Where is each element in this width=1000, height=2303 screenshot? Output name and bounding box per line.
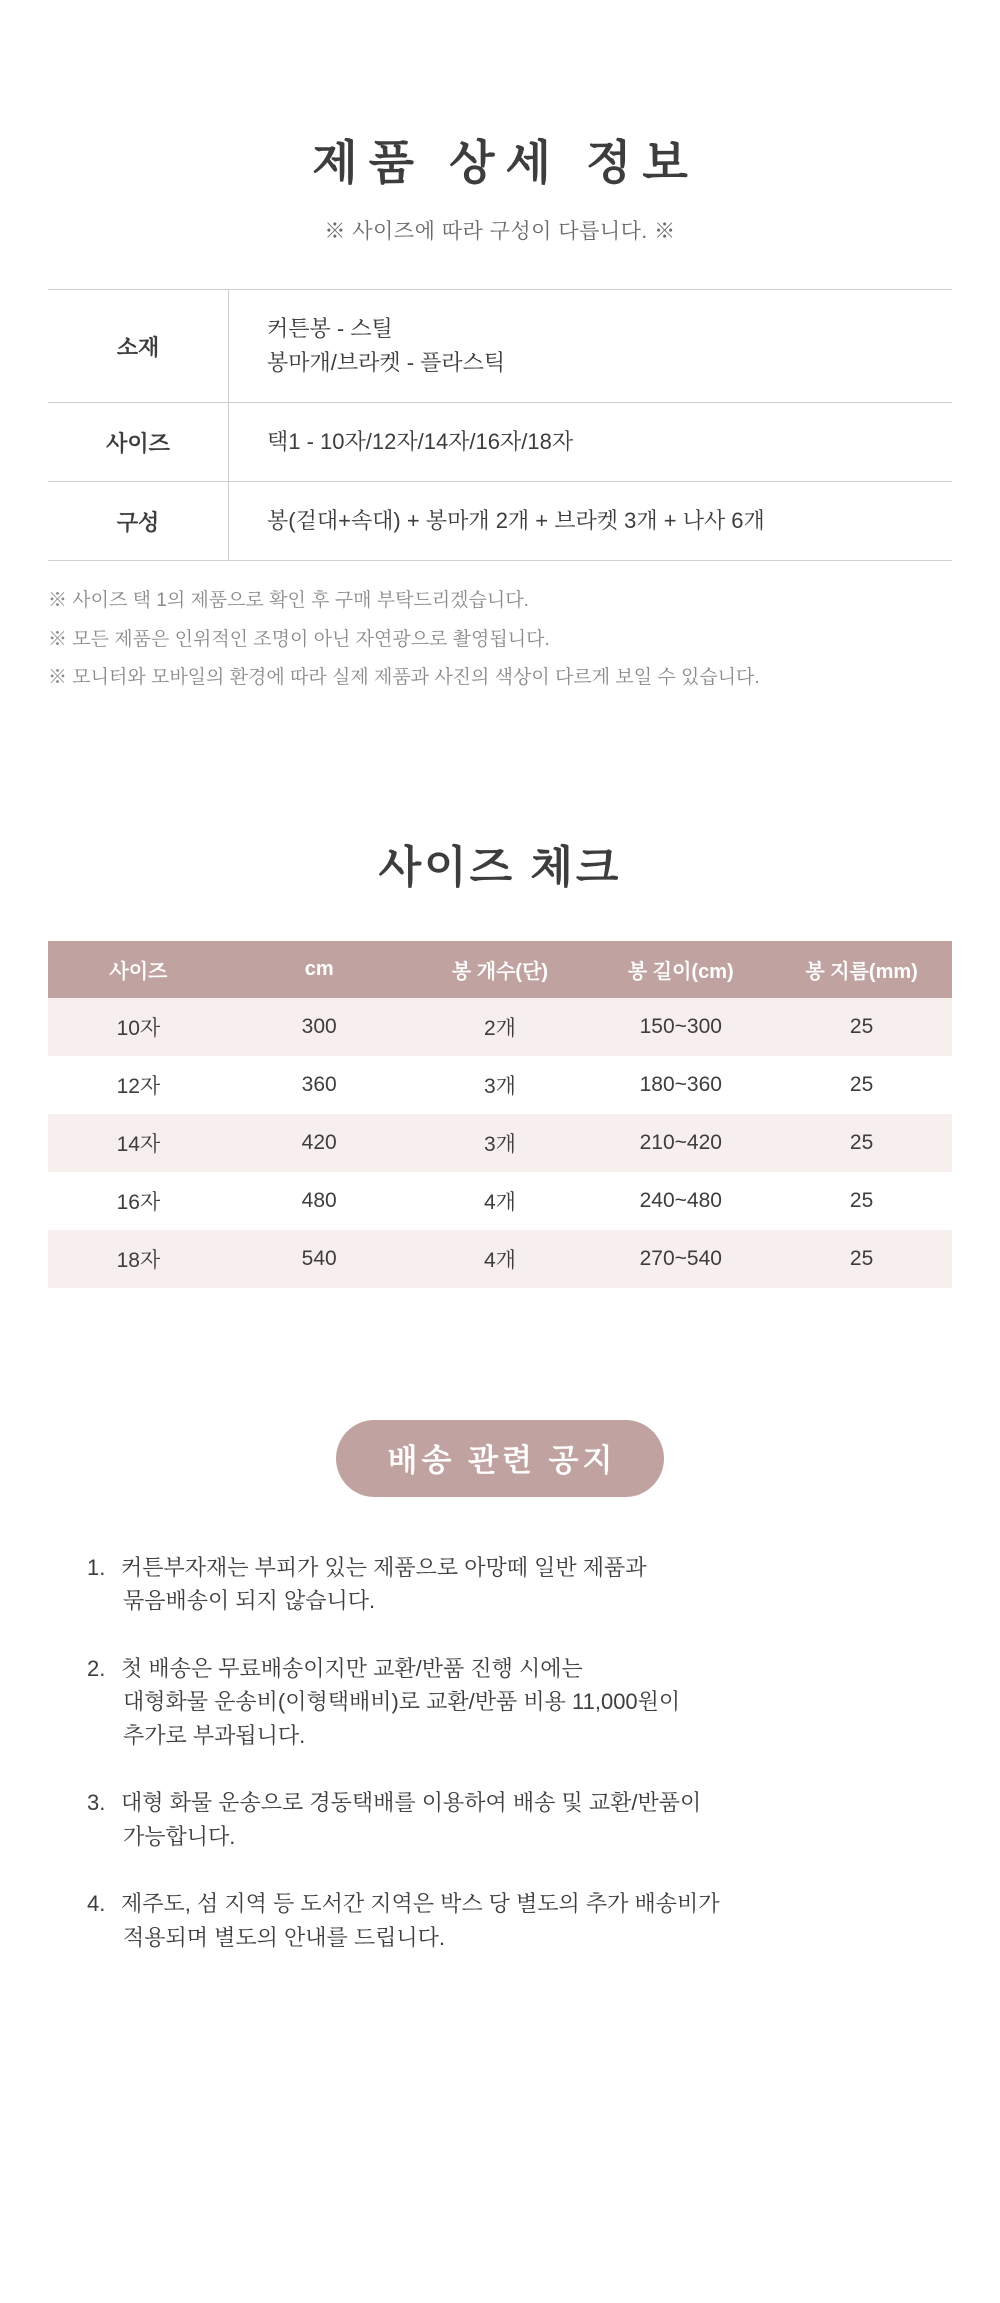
size-cell: 420 (229, 1114, 410, 1172)
notice-line: 제주도, 섬 지역 등 도서간 지역은 박스 당 별도의 추가 배송비가 (121, 1891, 720, 1917)
spec-value-composition: 봉(겉대+속대) + 봉마개 2개 + 브라켓 3개 + 나사 6개 (267, 508, 765, 534)
page-title: 제품 상세 정보 (312, 136, 699, 189)
notice-line: 대형화물 운송비(이형택배비)로 교환/반품 비용 11,000원이 (123, 1689, 681, 1715)
size-cell: 480 (229, 1172, 410, 1230)
size-cell: 4개 (410, 1172, 591, 1230)
size-cell: 300 (229, 998, 410, 1056)
section-shipping-notice (0, 1288, 1000, 2068)
table-header-row (48, 941, 952, 998)
table-row (48, 1114, 952, 1172)
size-cell: 4개 (410, 1230, 591, 1288)
shipping-notice-list (53, 1551, 947, 1954)
size-col-header-cm: cm (229, 941, 410, 998)
size-check-title: 사이즈 체크 (378, 843, 622, 893)
table-row (48, 290, 952, 403)
size-cell: 180~360 (590, 1056, 771, 1114)
size-col-header-length: 봉 길이(cm) (590, 941, 771, 998)
size-col-header-diameter: 봉 지름(mm) (771, 941, 952, 998)
spec-label-size: 사이즈 (48, 403, 229, 482)
spec-value-size: 택1 - 10자/12자/14자/16자/18자 (267, 429, 574, 455)
section-product-detail (0, 0, 1000, 692)
page-subtitle: ※ 사이즈에 따라 구성이 다릅니다. ※ (324, 220, 676, 243)
list-item (87, 1551, 947, 1618)
size-cell: 10자 (48, 998, 229, 1056)
table-row (48, 482, 952, 561)
detail-note: ※ 모니터와 모바일의 환경에 따라 실제 제품과 사진의 색상이 다르게 보일 수 있습니다. (48, 667, 760, 689)
notice-line: 대형 화물 운송으로 경동택배를 이용하여 배송 및 교환/반품이 (121, 1790, 702, 1816)
notice-line: 첫 배송은 무료배송이지만 교환/반품 진행 시에는 (121, 1655, 583, 1681)
table-row (48, 1230, 952, 1288)
detail-notes (48, 587, 952, 692)
notice-line: 적용되며 별도의 안내를 드립니다. (123, 1924, 445, 1950)
list-item (87, 1887, 947, 1954)
size-cell: 240~480 (590, 1172, 771, 1230)
size-cell: 12자 (48, 1056, 229, 1114)
notice-line: 가능합니다. (123, 1823, 236, 1849)
size-table (48, 941, 952, 1288)
section-size-check (0, 703, 1000, 1288)
table-row (48, 403, 952, 482)
notice-line: 커튼부자재는 부피가 있는 제품으로 아망떼 일반 제품과 (121, 1555, 647, 1581)
size-cell: 25 (771, 1230, 952, 1288)
size-cell: 25 (771, 1172, 952, 1230)
spec-table (48, 289, 952, 561)
spec-label-composition: 구성 (48, 482, 229, 561)
table-row (48, 998, 952, 1056)
size-cell: 25 (771, 1114, 952, 1172)
notice-line: 묶음배송이 되지 않습니다. (123, 1588, 376, 1614)
size-cell: 150~300 (590, 998, 771, 1056)
size-cell: 2개 (410, 998, 591, 1056)
table-row (48, 1172, 952, 1230)
size-cell: 25 (771, 998, 952, 1056)
shipping-badge-wrap (48, 1420, 952, 1497)
size-cell: 16자 (48, 1172, 229, 1230)
spec-value-line: 봉마개/브라켓 - 플라스틱 (267, 350, 506, 376)
size-col-header-size: 사이즈 (48, 941, 229, 998)
table-row (48, 1056, 952, 1114)
size-cell: 3개 (410, 1056, 591, 1114)
notice-line: 추가로 부과됩니다. (123, 1722, 306, 1748)
size-cell: 25 (771, 1056, 952, 1114)
size-cell: 14자 (48, 1114, 229, 1172)
size-cell: 18자 (48, 1230, 229, 1288)
size-cell: 210~420 (590, 1114, 771, 1172)
list-item (87, 1652, 947, 1752)
detail-note: ※ 사이즈 택 1의 제품으로 확인 후 구매 부탁드리겠습니다. (48, 590, 529, 612)
size-cell: 360 (229, 1056, 410, 1114)
spec-value-material (229, 290, 953, 403)
status-badge: 배송 관련 공지 (336, 1420, 665, 1497)
size-cell: 3개 (410, 1114, 591, 1172)
spec-label-material: 소재 (48, 290, 229, 403)
size-cell: 270~540 (590, 1230, 771, 1288)
size-cell: 540 (229, 1230, 410, 1288)
spec-value-line: 커튼봉 - 스틸 (267, 316, 393, 341)
detail-note: ※ 모든 제품은 인위적인 조명이 아닌 자연광으로 촬영됩니다. (48, 628, 550, 650)
list-item (87, 1786, 947, 1853)
size-col-header-count: 봉 개수(단) (410, 941, 591, 998)
